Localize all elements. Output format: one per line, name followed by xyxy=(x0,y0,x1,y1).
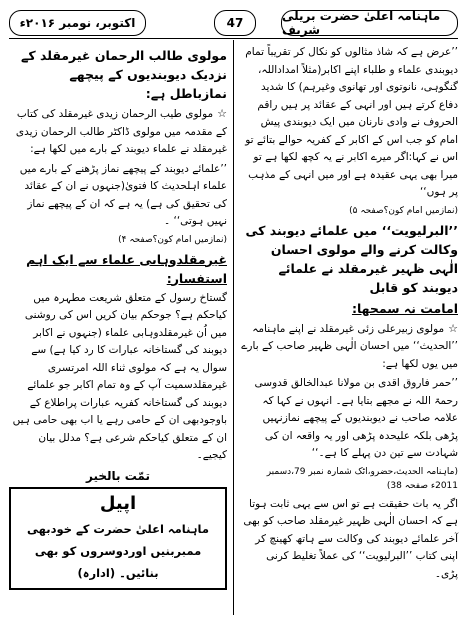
body-paragraph xyxy=(9,105,227,159)
left-column xyxy=(9,44,227,590)
body-paragraph: گستاخ رسول کے متعلق شریعت مطہرہ میں کیاحکم ہے؟ جوحکم بیان کریں اس کی روشنی میں اُن غیرمقلدوہابی علماء (جنہوں نے اکابر دیوبند کی گستاخانہ عبارات کا رد کیا ہے) سے سوال یہ ہے کہ مولوی ثناء اللہ امرتسری غیرمقلدسمیت آپ کے وہ تمام اکابر جو علمائے دیوبند کی گستاخانہ کفریہ عبارات پراطلاع کے باوجودبھی ان کے حامی رہے یا اب بھی حامی ہیں ان کے متعلق کیاحکم شرعی ہے؟ مدلل بیان کیجیے۔ xyxy=(12,291,227,461)
body-text: مولوی طیب الرحمان زیدی غیرمقلد کی کتاب کے مقدمہ میں مولوی ڈاکٹر طالب الرحمان زیدی غیرمقلد نے علماء دیوبند کے بارے میں لکھا ہے: xyxy=(15,108,227,155)
body-paragraph xyxy=(240,320,458,374)
citation: (نمازمیں امام کون؟صفحہ ۴) xyxy=(118,234,227,245)
section-heading: غیرمقلدوہابی علماء سے ایک اہم استفسار: xyxy=(26,251,227,286)
right-column xyxy=(240,44,458,585)
citation: (ماہنامہ الحدیث،حضرو،اٹک شمارہ نمبر 79،دسمبر 2011ء صفحہ 38) xyxy=(266,466,458,491)
column-divider xyxy=(233,40,234,615)
end-mark: تمّت بالخیر xyxy=(86,468,150,483)
appeal-box xyxy=(9,487,227,590)
star-icon: ☆ xyxy=(217,107,227,120)
appeal-title: اپیل xyxy=(99,492,137,514)
quote-paragraph: ’’عرض ہے کہ شاذ مثالوں کو نکال کر تقریباً تمام دیوبندی علماء و طلباء اپنے اکابر(مثلاً امداداللہ، گنگوہی، نانوتوی اور تھانوی وغیرہم) کا شدید دفاع کرتے ہیں اور انہی کے عقائد پر ہیں راقم الحروف نے وادی نارنان میں ایک دیوبندی پیش امام کو جب اس کے اکابر کے کفریہ حوالے بتائے تو اس نے کہا:اگر میرے اکابر نے یہ کچھ لکھا ہے تو میرا بھی یہی عقیدہ ہے اور میں انہی کے مذہب پر ہوں‘‘ xyxy=(245,46,458,198)
body-paragraph: اگر یہ بات حقیقت ہے تو اس سے یہی ثابت ہوتا ہے کہ احسان الٰہی ظہیر غیرمقلد صاحب کو بھی آخر علمائے دیوبند کی وکالت سے ہاتھ کھینچ کر اپنی کتاب ’’البرلیویت‘‘ کی عملاً تغلیط کرنی پڑی۔ xyxy=(243,497,458,580)
page-number: 47 xyxy=(214,10,256,36)
star-icon: ☆ xyxy=(448,321,458,335)
magazine-title: ماہنامہ اعلیٰ حضرت بریلی شریف xyxy=(281,10,458,36)
body-text: مولوی زبیرعلی زئی غیرمقلد نے اپنے ماہنامہ ’’الحدیث‘‘ میں احسان الٰہی ظہیر صاحب کے بارے میں یوں لکھا ہے: xyxy=(241,322,458,370)
section-heading: ’’البرلیویت‘‘ میں علمائے دیوبند کی وکالت کرنے والے مولوی احسان الٰہی ظہیر غیرمقلد نے علمائے دیوبند کو قابل xyxy=(245,222,458,295)
header-rule xyxy=(9,38,458,39)
appeal-body: ماہنامہ اعلیٰ حضرت کے خودبھی ممبربنیں اوردوسروں کو بھی بنائیں۔ (ادارہ) xyxy=(27,521,209,580)
section-heading: مولوی طالب الرحمان غیرمقلد کے نزدیک دیوبندیوں کے پیچھے نمازباطل ہے: xyxy=(21,48,227,101)
section-heading-end: امامت نہ سمجھا: xyxy=(351,300,458,316)
issue-date: اکتوبر، نومبر ۲۰۱۶ء xyxy=(9,10,146,36)
quote-paragraph: ’’علمائے دیوبند کے پیچھے نماز پڑھنے کے بارے میں علماء اہلحدیث کا فتویٰ(جنہوں نے ان کے عقائد کی تحقیق کی ہے) یہ ہے کہ ان کے پیچھے نماز نہیں ہوتی‘‘ ۔ xyxy=(19,162,227,227)
quote-paragraph: ’’حمر فاروق اقدی بن مولانا عبدالخالق قدوسی رحمۃ اللہ نے مجھے بتایا ہے۔ انہوں نے کہا کہ علامہ صاحب نے دیوبندیوں کے پیچھے نمازنہیں پڑھی بلکہ علیحدہ پڑھی اور یہ واقعہ ان کی شہادت سے تین دن پہلے کا ہے۔‘‘ xyxy=(254,377,458,459)
citation: (نمازمیں امام کون؟صفحہ ۵) xyxy=(349,205,458,216)
page-header xyxy=(9,10,458,36)
